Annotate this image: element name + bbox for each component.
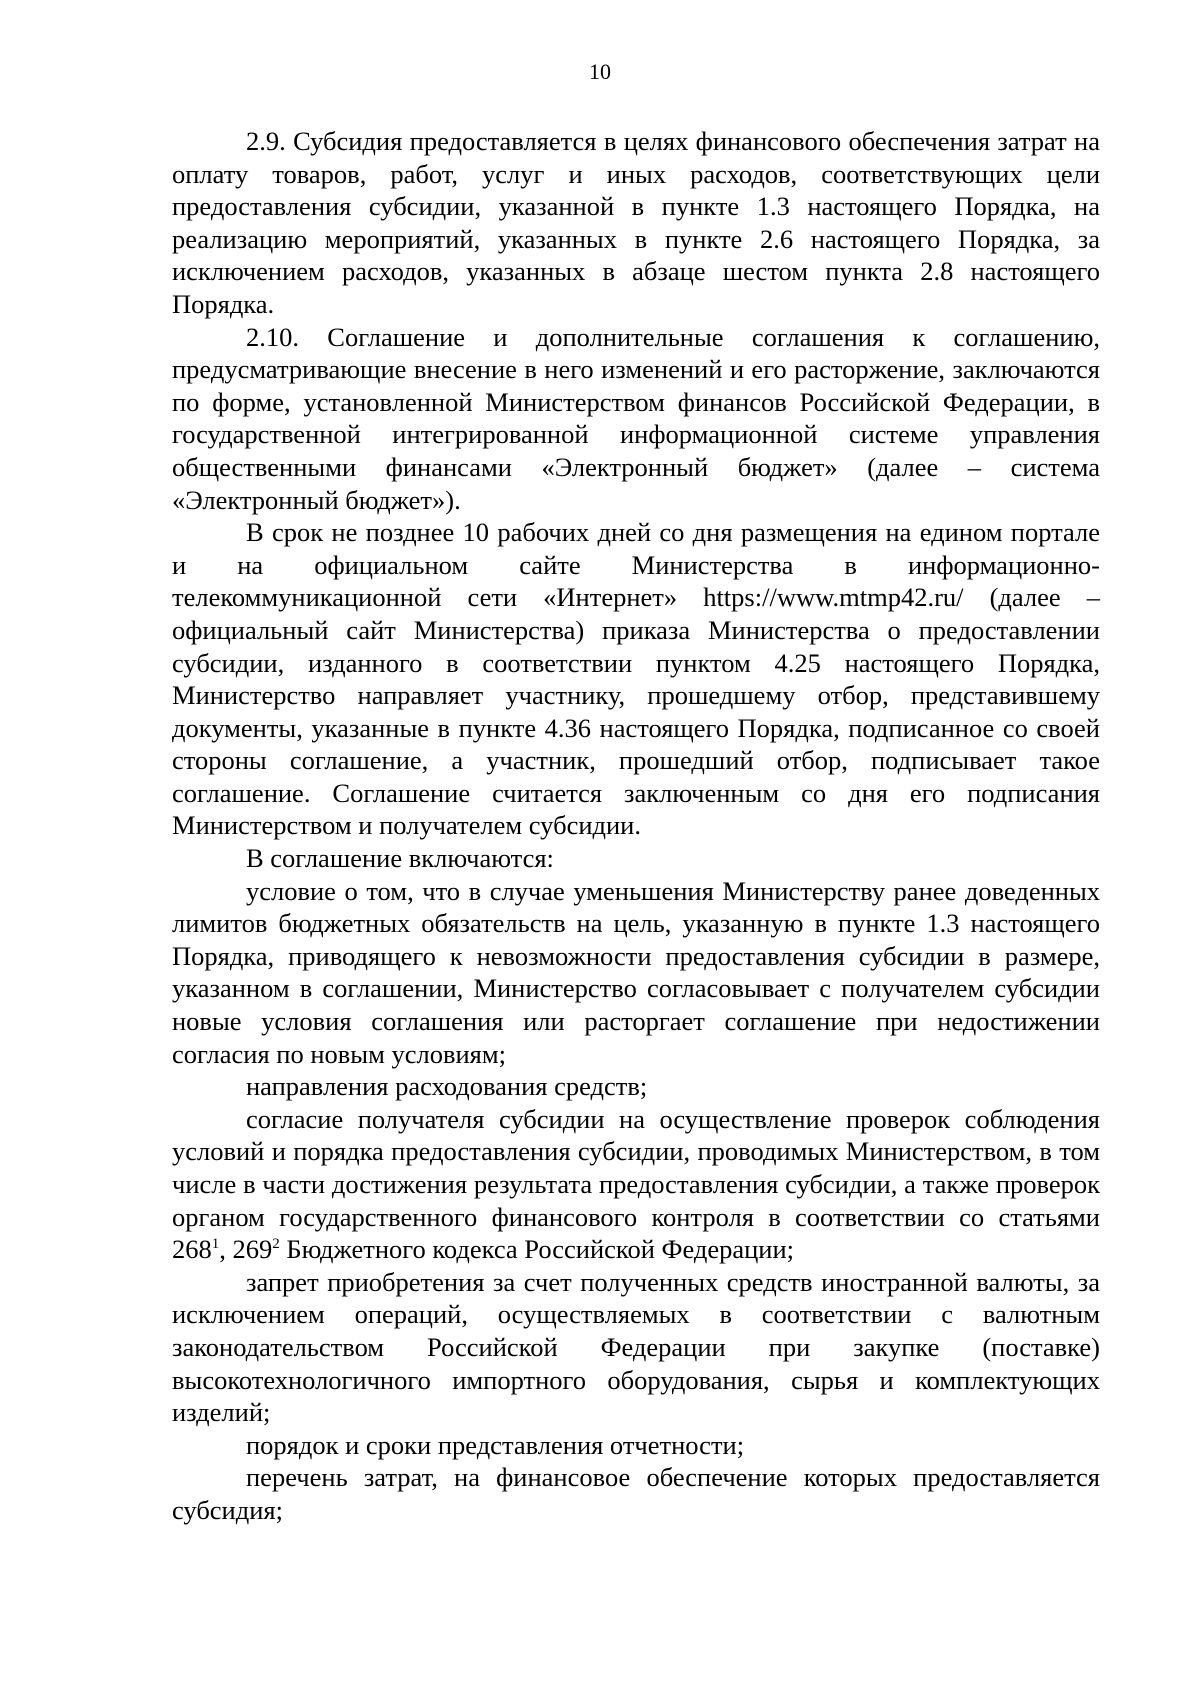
list-item-cost-list: перечень затрат, на финансовое обеспечение которых предоставляется субсидия; [172,1462,1100,1525]
list-item-reporting: порядок и сроки представления отчетности; [246,1429,745,1460]
paragraph-2-10: 2.10. Соглашение и дополнительные соглашения к соглашению, предусматривающие внесение в него изменений и его расторжение, заключаются по форме, установленной Министерством финансов Российской Федерации, в государственной интегрированной информационной системе управления общественными финансами «Электронный бюджет» (далее – система «Электронный бюджет»). [172,321,1100,515]
audit-consent-text-middle: , 269 [219,1234,273,1265]
list-item-currency-ban: запрет приобретения за счет полученных средств иностранной валюты, за исключением операций, осуществляемых в соответствии с валютным законодательством Российской Федерации при закупке (поставке) высокотехнологичного импортного оборудования, сырья и комплектующих изделий; [172,1266,1100,1428]
article-superscript-1: 1 [211,1236,220,1253]
paragraph-agreement-term: В срок не позднее 10 рабочих дней со дня размещения на едином портале и на официальном сайте Министерства в информационно-телекоммуникационной сети «Интернет» https://www.mtmp42.ru/ (далее – официальный сайт Министерства) приказа Министерства о предоставлении субсидии, изданного в соответствии пунктом 4.25 настоящего Порядка, Министерство направляет участнику, прошедшему отбор, представившему документы, указанные в пункте 4.36 настоящего Порядка, подписанное со своей стороны соглашение, а участник, прошедший отбор, подписывает такое соглашение. Соглашение считается заключенным со дня его подписания Министерством и получателем субсидии. [172,517,1100,841]
list-item-audit-consent [172,1103,1100,1266]
list-item-limits-condition: условие о том, что в случае уменьшения Министерству ранее доведенных лимитов бюджетных обязательств на цель, указанную в пункте 1.3 настоящего Порядка, приводящего к невозможности предоставления субсидии в размере, указанном в соглашении, Министерство согласовывает с получателем субсидии новые условия соглашения или расторгает соглашение при недостижении согласия по новым условиям; [172,875,1100,1069]
paragraph-2-9: 2.9. Субсидия предоставляется в целях финансового обеспечения затрат на оплату товаров, работ, услуг и иных расходов, соответствующих цели предоставления субсидии, указанной в пункте 1.3 настоящего Порядка, на реализацию мероприятий, указанных в пункте 2.6 настоящего Порядка, за исключением расходов, указанных в абзаце шестом пункта 2.8 настоящего Порядка. [172,126,1100,319]
article-superscript-2: 2 [272,1236,280,1253]
document-body [172,125,1100,1527]
audit-consent-text-end: Бюджетного кодекса Российской Федерации; [279,1234,795,1265]
paragraph-agreement-includes: В соглашение включаются: [246,843,554,874]
list-item-spending-directions: направления расходования средств; [246,1071,648,1102]
audit-consent-text-start: согласие получателя субсидии на осуществление проверок соблюдения условий и порядка предоставления субсидии, проводимых Министерством, в том числе в части достижения результата предоставления субсидии, а также проверок органом государственного финансового контроля в соответствии со статьями 268 [172,1103,1100,1265]
page-number: 10 [589,59,611,84]
